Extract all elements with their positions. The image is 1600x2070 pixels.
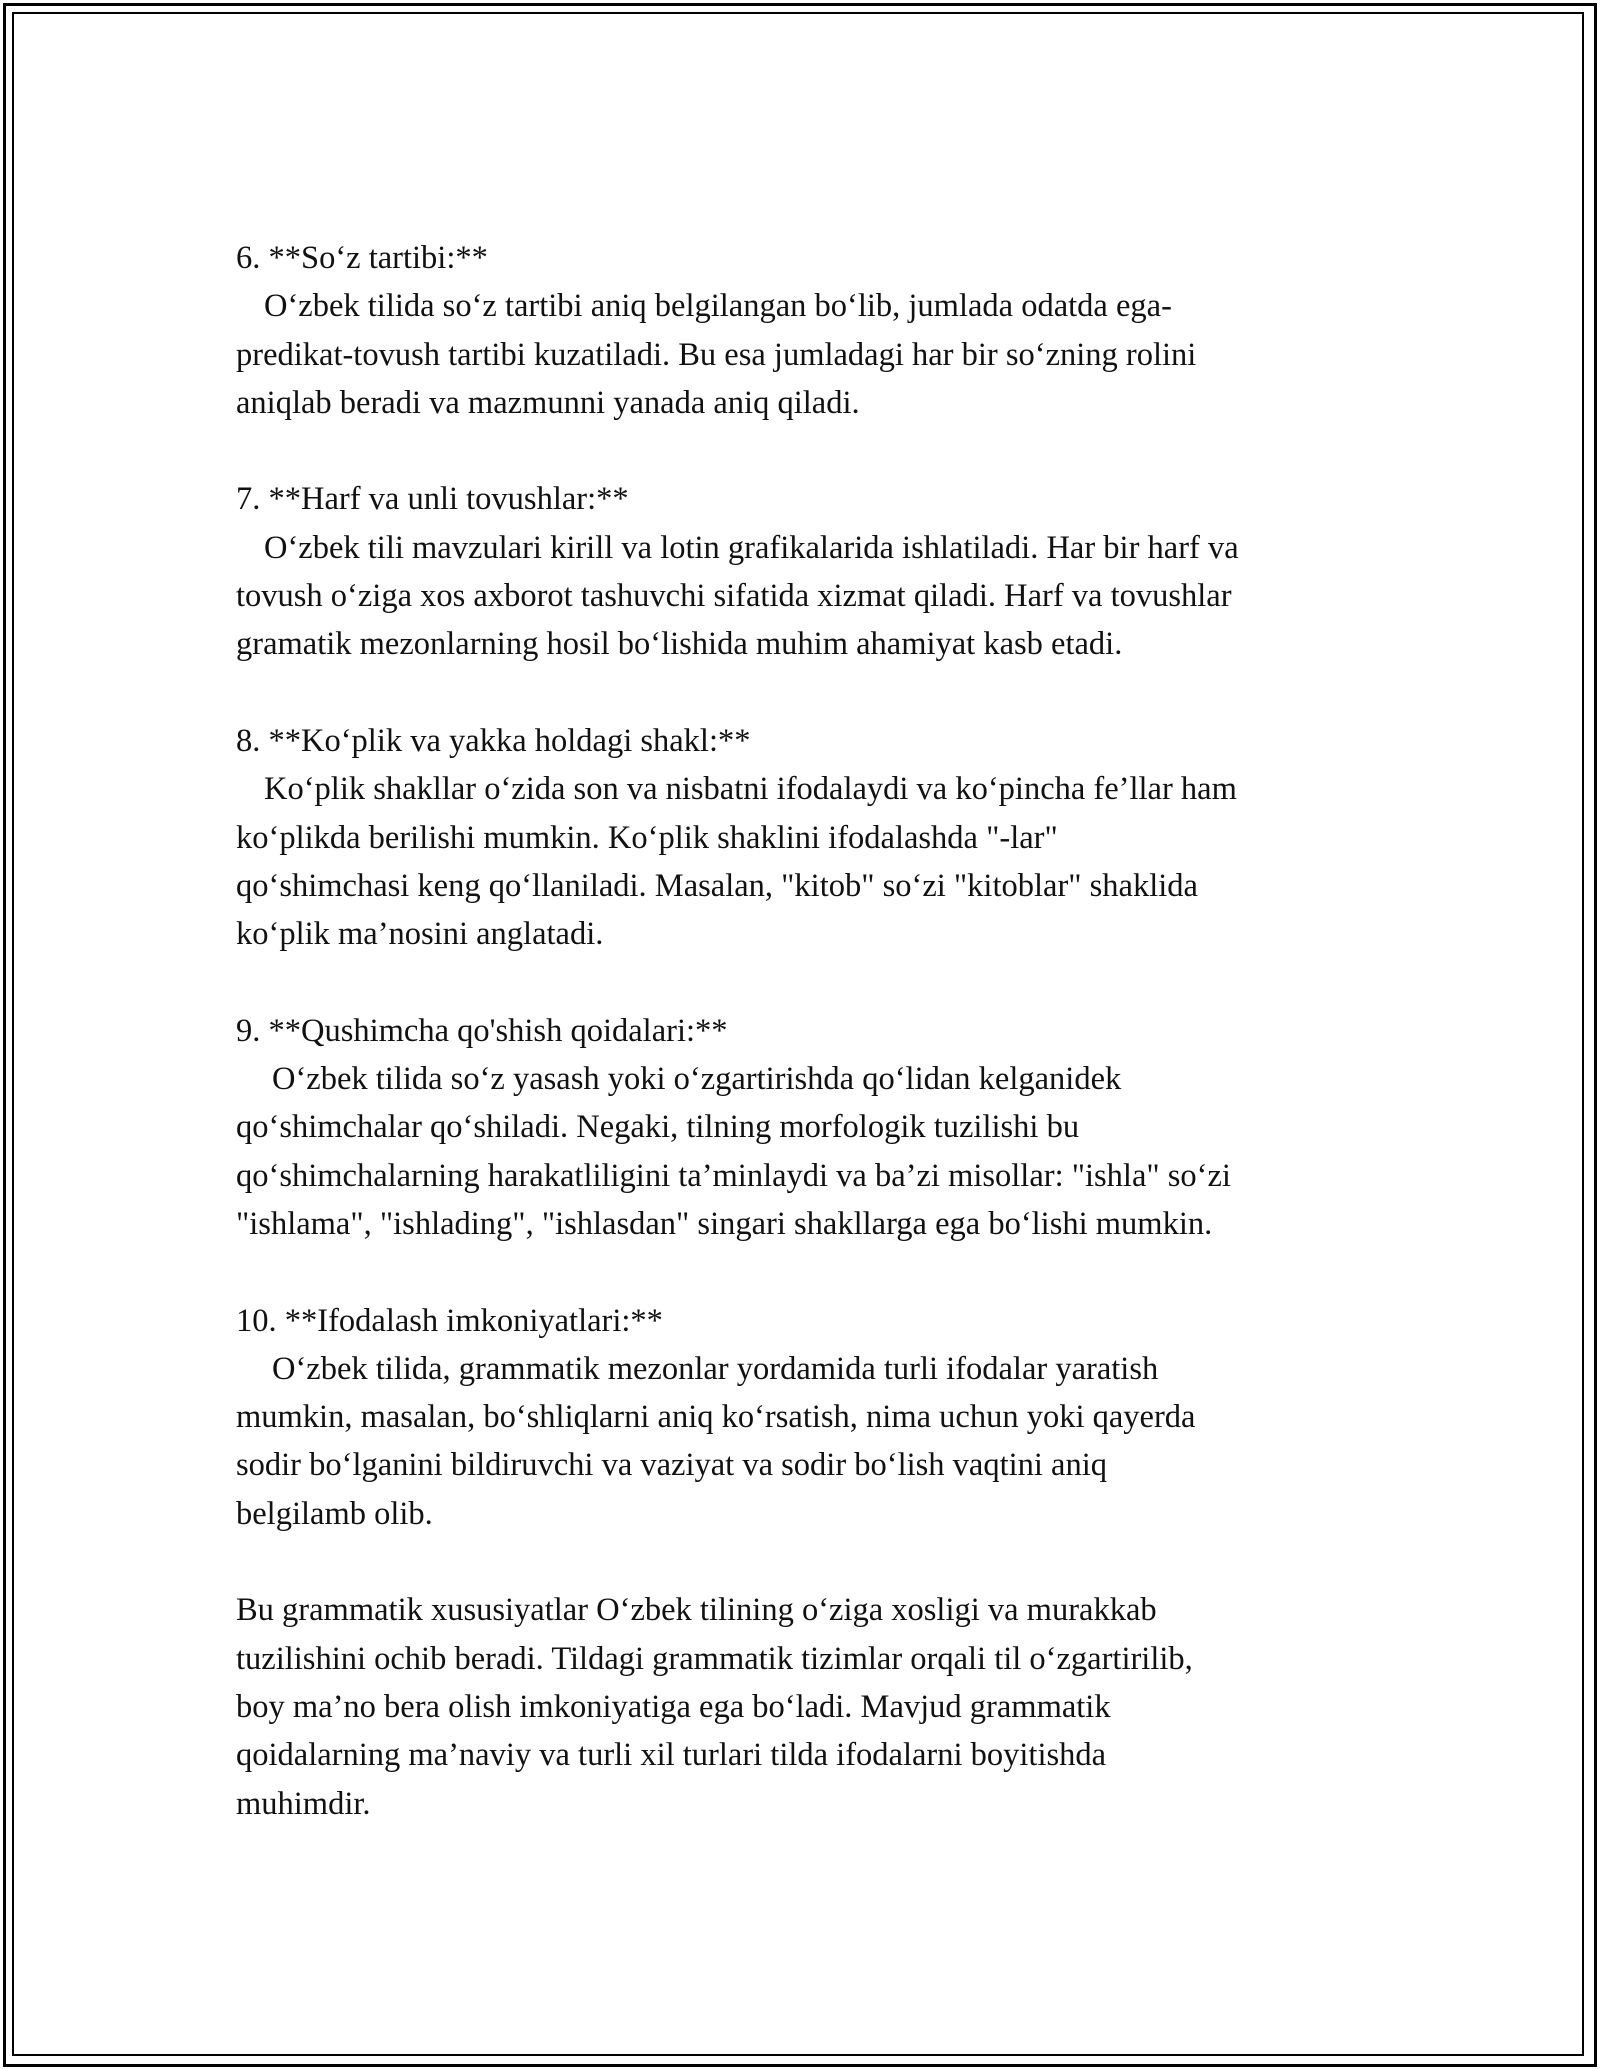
section-heading: 7. **Harf va unli tovushlar:**: [236, 481, 629, 518]
section-7: [236, 475, 1396, 668]
paragraph-line: sodir bo‘lganini bildiruvchi va vaziyat va sodir bo‘lish vaqtini aniq: [236, 1447, 1108, 1484]
paragraph-line: Ko‘plik shakllar o‘zida son va nisbatni ifodalaydi va ko‘pincha fe’llar ham: [264, 771, 1237, 808]
paragraph-line: muhimdir.: [236, 1785, 371, 1822]
paragraph-line: gramatik mezonlarning hosil bo‘lishida muhim ahamiyat kasb etadi.: [236, 626, 1123, 663]
paragraph-line: ko‘plik ma’nosini anglatadi.: [236, 916, 604, 953]
section-paragraph: [236, 765, 1396, 958]
section-8: [236, 717, 1396, 958]
paragraph-line: "ishlama", "ishlading", "ishlasdan" singari shakllarga ega bo‘lishi mumkin.: [236, 1205, 1213, 1242]
section-heading: 6. **So‘z tartibi:**: [236, 240, 488, 276]
section-paragraph: [236, 1345, 1396, 1538]
paragraph-line: O‘zbek tilida, grammatik mezonlar yordamida turli ifodalar yaratish: [272, 1350, 1159, 1387]
paragraph-line: O‘zbek tili mavzulari kirill va lotin grafikalarida ishlatiladi. Har bir harf va: [264, 529, 1239, 566]
paragraph-line: mumkin, masalan, bo‘shliqlarni aniq ko‘rsatish, nima uchun yoki qayerda: [236, 1399, 1196, 1436]
section-9: [236, 1007, 1396, 1248]
paragraph-line: ko‘plikda berilishi mumkin. Ko‘plik shaklini ifodalashda "-lar": [236, 819, 1058, 856]
paragraph-line: qo‘shimchalar qo‘shiladi. Negaki, tilning morfologik tuzilishi bu: [236, 1109, 1080, 1146]
paragraph-line: qo‘shimchasi keng qo‘llaniladi. Masalan, "kitob" so‘zi "kitoblar" shaklida: [236, 867, 1198, 904]
conclusion-paragraph: [236, 1586, 1396, 1827]
section-heading: 9. **Qushimcha qo'shish qoidalari:**: [236, 1012, 728, 1049]
section-paragraph: [236, 1055, 1396, 1248]
paragraph-line: tovush o‘ziga xos axborot tashuvchi sifatida xizmat qiladi. Harf va tovushlar: [236, 578, 1232, 615]
section-6: [236, 234, 1396, 427]
paragraph-line: O‘zbek tilida so‘z tartibi aniq belgilangan bo‘lib, jumlada odatda ega-: [264, 288, 1172, 325]
paragraph-line: qoidalarning ma’naviy va turli xil turlari tilda ifodalarni boyitishda: [236, 1737, 1107, 1774]
section-paragraph: [236, 282, 1396, 427]
paragraph-line: O‘zbek tilida so‘z yasash yoki o‘zgartirishda qo‘lidan kelganidek: [272, 1061, 1122, 1098]
paragraph-line: aniqlab beradi va mazmunni yanada aniq qiladi.: [236, 384, 860, 421]
paragraph-line: predikat-tovush tartibi kuzatiladi. Bu esa jumladagi har bir so‘zning rolini: [236, 336, 1197, 373]
paragraph-line: belgilamb olib.: [236, 1495, 433, 1532]
section-heading: 8. **Ko‘plik va yakka holdagi shakl:**: [236, 722, 751, 759]
paragraph-line: qo‘shimchalarning harakatliligini ta’minlaydi va ba’zi misollar: "ishla" so‘zi: [236, 1157, 1231, 1194]
paragraph-line: Bu grammatik xususiyatlar O‘zbek tilining o‘ziga xosligi va murakkab: [236, 1592, 1157, 1629]
section-paragraph: [236, 524, 1396, 669]
section-heading: 10. **Ifodalash imkoniyatlari:**: [236, 1302, 663, 1339]
document-body: [236, 234, 1396, 1876]
paragraph-line: boy ma’no bera olish imkoniyatiga ega bo‘ladi. Mavjud grammatik: [236, 1688, 1111, 1725]
paragraph-line: tuzilishini ochib beradi. Tildagi grammatik tizimlar orqali til o‘zgartirilib,: [236, 1640, 1193, 1677]
section-10: [236, 1297, 1396, 1538]
